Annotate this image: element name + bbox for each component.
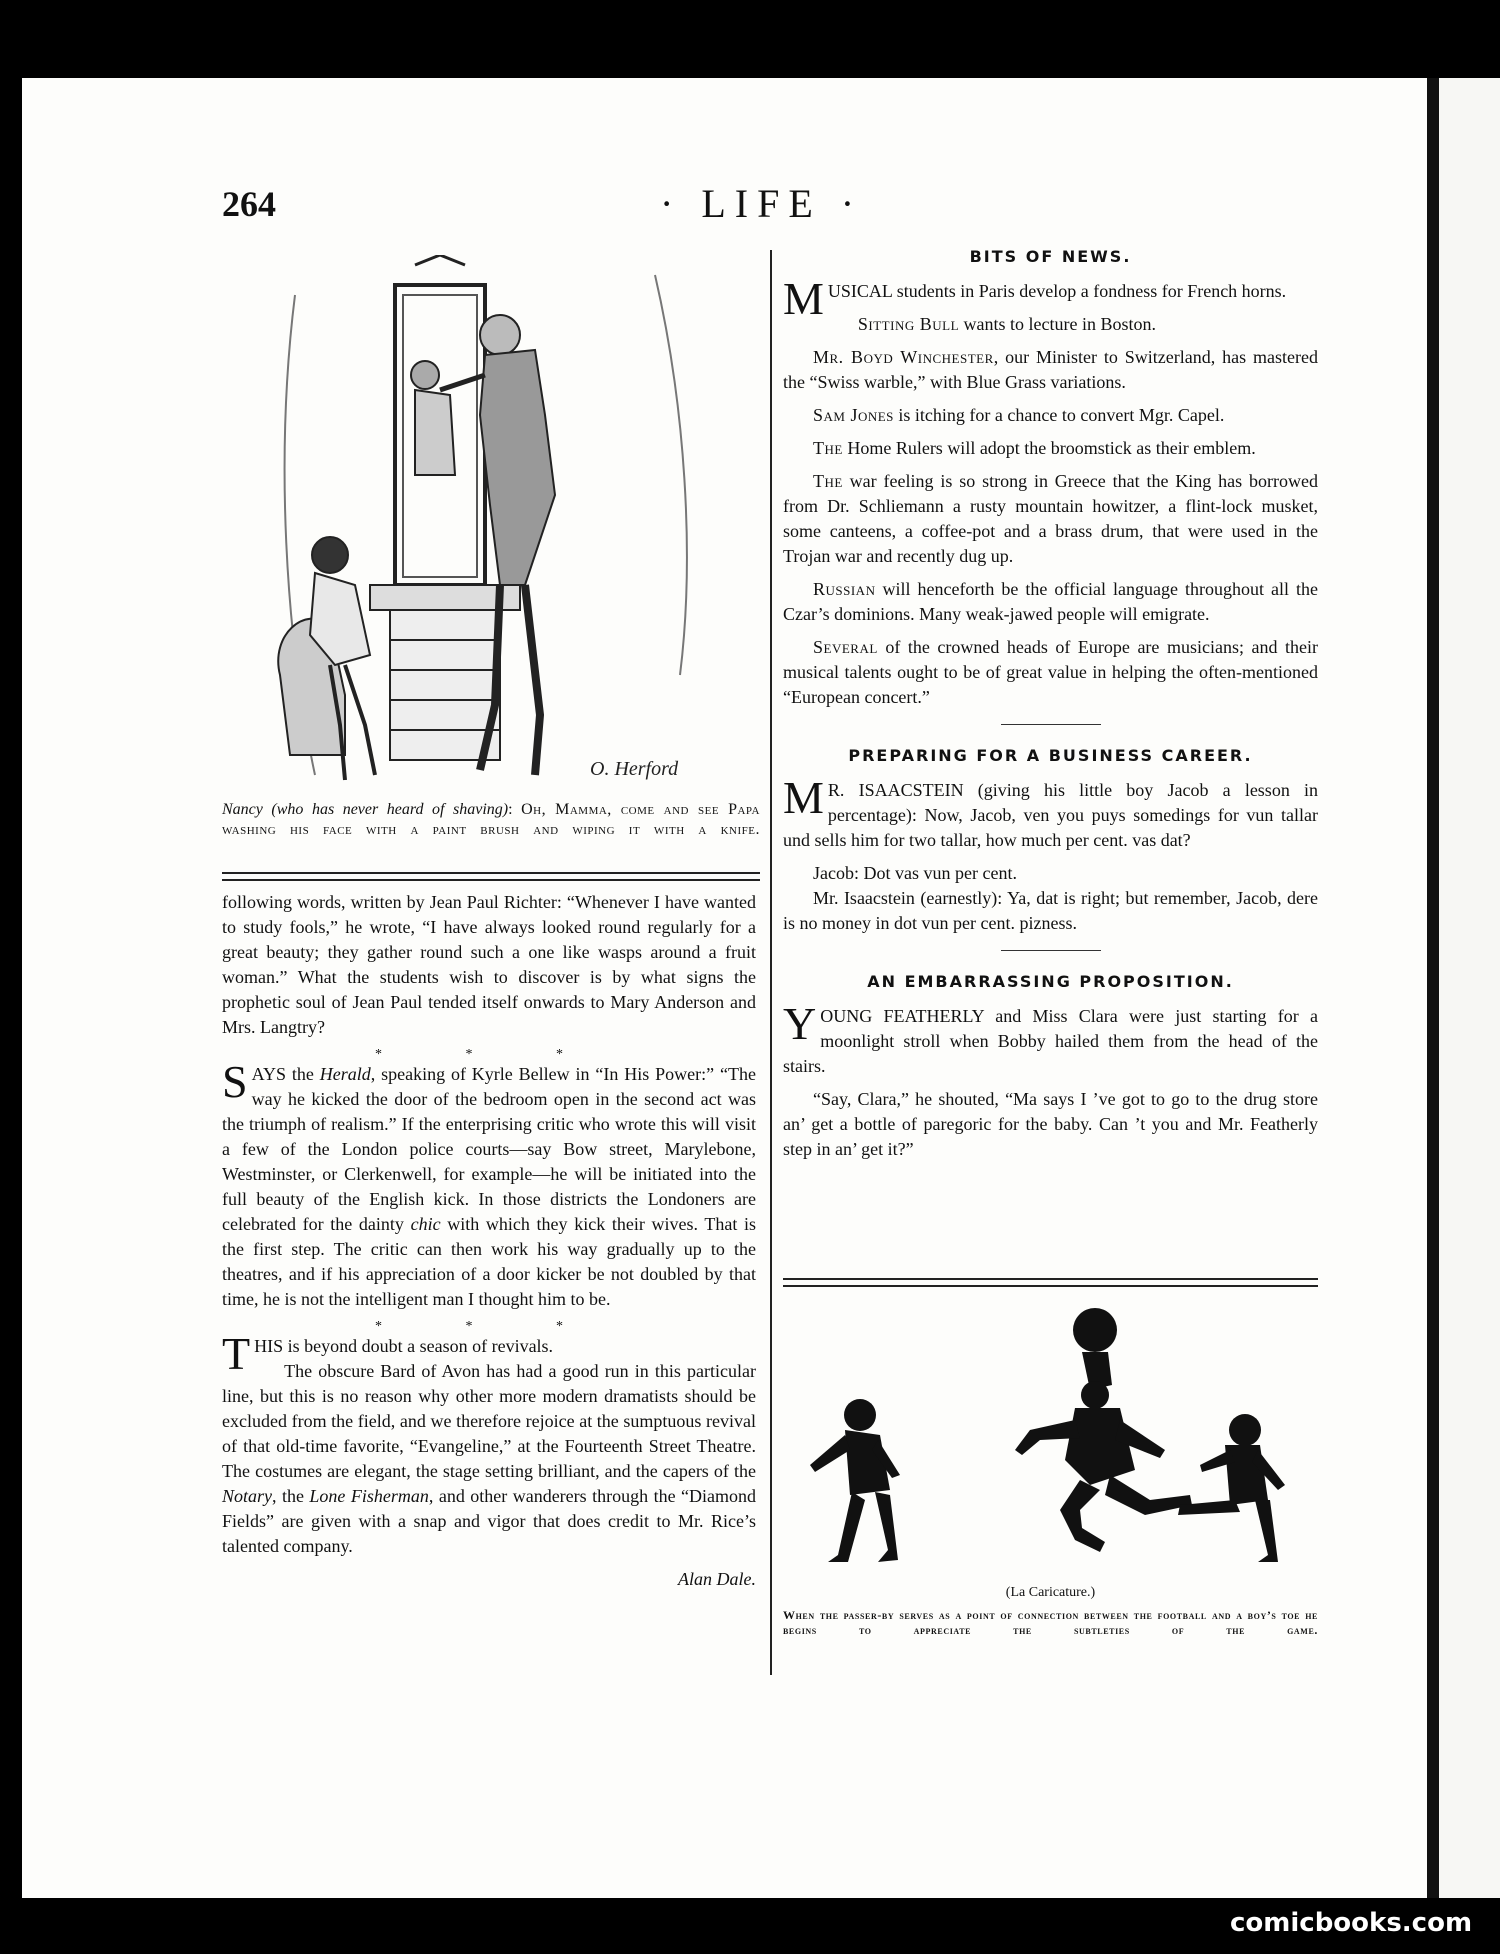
drop-cap: Y — [783, 998, 817, 1049]
section-stars: * * * — [375, 1319, 603, 1334]
drop-cap: M — [783, 273, 824, 324]
embarrassing-heading: AN EMBARRASSING PROPOSITION. — [867, 972, 1234, 991]
cartoon-rule — [783, 1278, 1318, 1287]
cartoon-caption-text: When the passer-by serves as a point of connection between the football and a boy’s toe he begins to appreciate the subtleties of the game. — [783, 1608, 1318, 1637]
cartoon-caption — [783, 1585, 1318, 1638]
column-divider — [770, 250, 772, 1675]
caption-aside: (who has never heard of shaving) — [271, 801, 509, 818]
section-stars: * * * — [375, 1047, 603, 1062]
drop-cap: S — [222, 1056, 248, 1107]
business-paragraph: Jacob: Dot vas vun per cent. — [813, 863, 1017, 883]
cartoon-source: (La Caricature.) — [1005, 1585, 1096, 1600]
page-number: 264 — [222, 184, 276, 224]
author-signature: Alan Dale. — [678, 1569, 756, 1589]
news-item: Mr. Boyd Winchester, our Minister to Switzerland, has mastered the “Swiss warble,” with Blue Grass variations. — [783, 347, 1318, 392]
adjacent-page-edge — [1439, 78, 1500, 1898]
section-rule — [1001, 950, 1101, 951]
illustration-caption — [222, 800, 760, 840]
football-silhouette-cartoon — [790, 1300, 1320, 1580]
embarrassing-paragraph: YOUNG FEATHERLY and Miss Clara were just starting for a moonlight stroll when Bobby hailed them from the head of the stairs. — [783, 998, 1318, 1076]
left-column — [222, 890, 756, 1600]
bits-of-news-heading: BITS OF NEWS. — [969, 247, 1132, 266]
site-watermark: comicbooks.com — [1230, 1908, 1473, 1938]
masthead-title: · LIFE · — [660, 181, 864, 226]
news-item: Sam Jones is itching for a chance to convert Mgr. Capel. — [813, 405, 1225, 425]
richter-paragraph: following words, written by Jean Paul Richter: “Whenever I have wanted to study fools,” he wrote, “I have always looked round regularly for a great beauty; they gather round such a one like wasps around a fruit woman.” What the students wish to discover is by what signs the prophetic soul of Jean Paul tended itself onwards to Mary Anderson and Mrs. Langtry? — [222, 892, 756, 1037]
news-item: The war feeling is so strong in Greece that the King has borrowed from Dr. Schliemann a rusty mountain howitzer, a flint-lock musket, some canteens, a coffee-pot and a brass drum, that were used in the Trojan war and recently dug up. — [783, 471, 1318, 566]
herald-paragraph: SAYS the Herald, speaking of Kyrle Bellew in “In His Power:” “The way he kicked the door of the bedroom open in the second act was the triumph of realism.” If the enterprising critic who wrote this will visit a few of the London police courts—say Bow street, Marylebone, Westminster, or Clerkenwell, for example—he will be initiated into the full beauty of the English kick. In those districts the Londoners are celebrated for the dainty chic with which they kick their wives. That is the first step. The critic can then work his way gradually up to the theatres, and if his appreciation of a door kicker be not doubled by that time, he is not the intelligent man I thought him to be. — [222, 1056, 756, 1309]
artist-signature: O. Herford — [590, 758, 679, 780]
drop-cap: M — [783, 772, 824, 823]
business-paragraph: Mr. Isaacstein (earnestly): Ya, dat is right; but remember, Jacob, dere is no money in dot vun per cent. pizness. — [783, 888, 1318, 933]
business-paragraph: M R. ISAACSTEIN (giving his little boy Jacob a lesson in percentage): Now, Jacob, ven you puys somedings for vun tallar und sells him for two tallar, how much per cent. vas dat? — [783, 772, 1318, 850]
news-item: Sitting Bull wants to lecture in Boston. — [857, 314, 1156, 334]
news-item: MUSICAL students in Paris develop a fondness for French horns. — [783, 273, 1287, 324]
caption-speaker: Nancy — [222, 801, 263, 818]
caption-colon: : — [508, 801, 513, 818]
revivals-paragraph: THIS is beyond doubt a season of revivals. The obscure Bard of Avon has had a good run in this particular line, but this is no reason why other more modern dramatists should be excluded from the field, and we therefore rejoice at the sumptuous revival of that old-time favorite, “Evangeline,” at the Fourteenth Street Theatre. The costumes are elegant, the stage setting brilliant, and the capers of the Notary, the Lone Fisherman, and other wanderers through the “Diamond Fields” are given with a snap and vigor that does credit to Mr. Rice’s talented company. — [222, 1328, 756, 1556]
news-item: Russian will henceforth be the official language throughout all the Czar’s dominions. Many weak-jawed people will emigrate. — [783, 579, 1318, 624]
shaving-illustration — [275, 255, 705, 790]
business-career-heading: PREPARING FOR A BUSINESS CAREER. — [848, 746, 1253, 765]
caption-rule — [222, 872, 760, 881]
right-column — [783, 244, 1318, 1170]
page-gutter — [1427, 78, 1439, 1898]
section-rule — [1001, 724, 1101, 725]
embarrassing-paragraph: “Say, Clara,” he shouted, “Ma says I ’ve got to go to the drug store an’ get a bottle of paregoric for the baby. Can ’t you and Mr. Featherly step in an’ get it?” — [783, 1089, 1318, 1159]
news-item: Several of the crowned heads of Europe are musicians; and their musical talents ought to be of great value in helping the often-mentioned “European concert.” — [783, 637, 1318, 707]
drop-cap: T — [222, 1328, 251, 1379]
news-item: The Home Rulers will adopt the broomstick as their emblem. — [813, 438, 1256, 458]
caption-speech: Oh, Mamma, come and see Papa washing his face with a paint brush and wiping it with a knife. — [222, 801, 760, 838]
